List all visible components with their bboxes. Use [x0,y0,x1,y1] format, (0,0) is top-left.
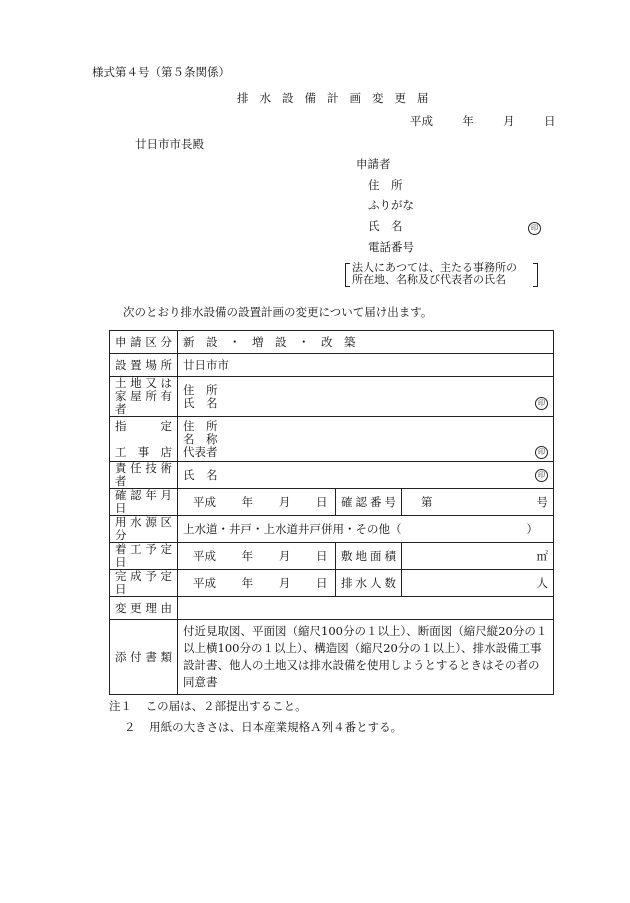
contractor-field[interactable]: 住 所 名 称 代表者 印 [178,417,554,462]
owner-seal: 印 [535,397,548,410]
note-2: ２ 用紙の大きさは、日本産業規格Ａ列４番とする。 [124,720,403,734]
confirm-number-field[interactable]: 第 号 [402,489,554,516]
table-row [110,516,554,543]
table-row [110,331,554,354]
start-date-field[interactable]: 平成 年 月 日 [178,543,336,570]
addressee: 廿日市市長殿 [135,137,204,151]
row-label-water-source: 用水源区分 [110,516,178,543]
table-row [110,620,554,695]
date-month: 月 [503,114,515,128]
applicant-seal: 印 [528,219,541,235]
row-label-owner: 土地又は 家屋所有者 [110,377,178,417]
row-label-completion-date: 完成予定日 [110,570,178,597]
applicant-furigana-label: ふりがな [368,198,414,212]
contractor-seal: 印 [535,446,548,459]
table-row [110,354,554,377]
label-site-area: 敷地面積 [336,543,402,570]
location-field[interactable]: 廿日市市 [178,354,554,377]
date-day: 日 [543,114,556,128]
row-label-application-type: 申請区分 [110,331,178,354]
table-row [110,462,554,489]
owner-field[interactable]: 住 所 氏 名 印 [178,377,554,417]
confirm-date-field[interactable]: 平成 年 月 日 [178,489,336,516]
change-reason-field[interactable] [178,597,554,620]
applicant-heading: 申請者 [356,157,391,171]
applicant-phone-label: 電話番号 [368,240,414,254]
water-source-field[interactable]: 上水道・井戸・上水道井戸併用・その他（ ） [178,516,554,543]
completion-date-field[interactable]: 平成 年 月 日 [178,570,336,597]
label-drain-persons: 排水人数 [336,570,402,597]
table-row [110,543,554,570]
applicant-address-label: 住 所 [368,178,403,192]
label-confirm-number: 確認番号 [336,489,402,516]
intro-text: 次のとおり排水設備の設置計画の変更について届け出ます。 [123,305,433,319]
form-number: 様式第４号（第５条関係） [92,65,230,79]
application-table [109,330,554,695]
applicant-name-label: 氏 名 [368,219,403,233]
engineer-field[interactable]: 氏 名 印 [178,462,554,489]
table-row [110,377,554,417]
application-type-options[interactable]: 新 設 ・ 増 設 ・ 改 築 [178,331,554,354]
corporate-note: 法人にあつては、主たる事務所の 所在地、名称及び代表者の氏名 [352,261,517,286]
form-title: 排水設備計画変更届 [237,91,440,105]
row-label-confirm-date: 確認年月日 [110,489,178,516]
date-year: 年 [462,114,474,128]
attachments-list: 付近見取図、平面図（縮尺100分の１以上）、断面図（縮尺縦20分の１以上横100分の１以上）、構造図（縮尺20分の１以上）、排水設備工事設計書、他人の土地又は排水設備を使用しようとするときはその者の同意書 [178,620,554,695]
site-area-field[interactable]: ㎡ [402,543,554,570]
engineer-seal: 印 [535,469,548,482]
drain-persons-field[interactable]: 人 [402,570,554,597]
date-era: 平成 [410,114,433,128]
row-label-attachments: 添付書類 [110,620,178,695]
row-label-contractor: 指定 工事店 [110,417,178,462]
table-row [110,489,554,516]
table-row [110,597,554,620]
header-date [410,113,555,129]
table-row [110,570,554,597]
row-label-location: 設置場所 [110,354,178,377]
row-label-change-reason: 変更理由 [110,597,178,620]
table-row [110,417,554,462]
row-label-engineer: 責任技術者 [110,462,178,489]
note-1: 注１ この届は、２部提出すること。 [109,699,307,713]
row-label-start-date: 着工予定日 [110,543,178,570]
